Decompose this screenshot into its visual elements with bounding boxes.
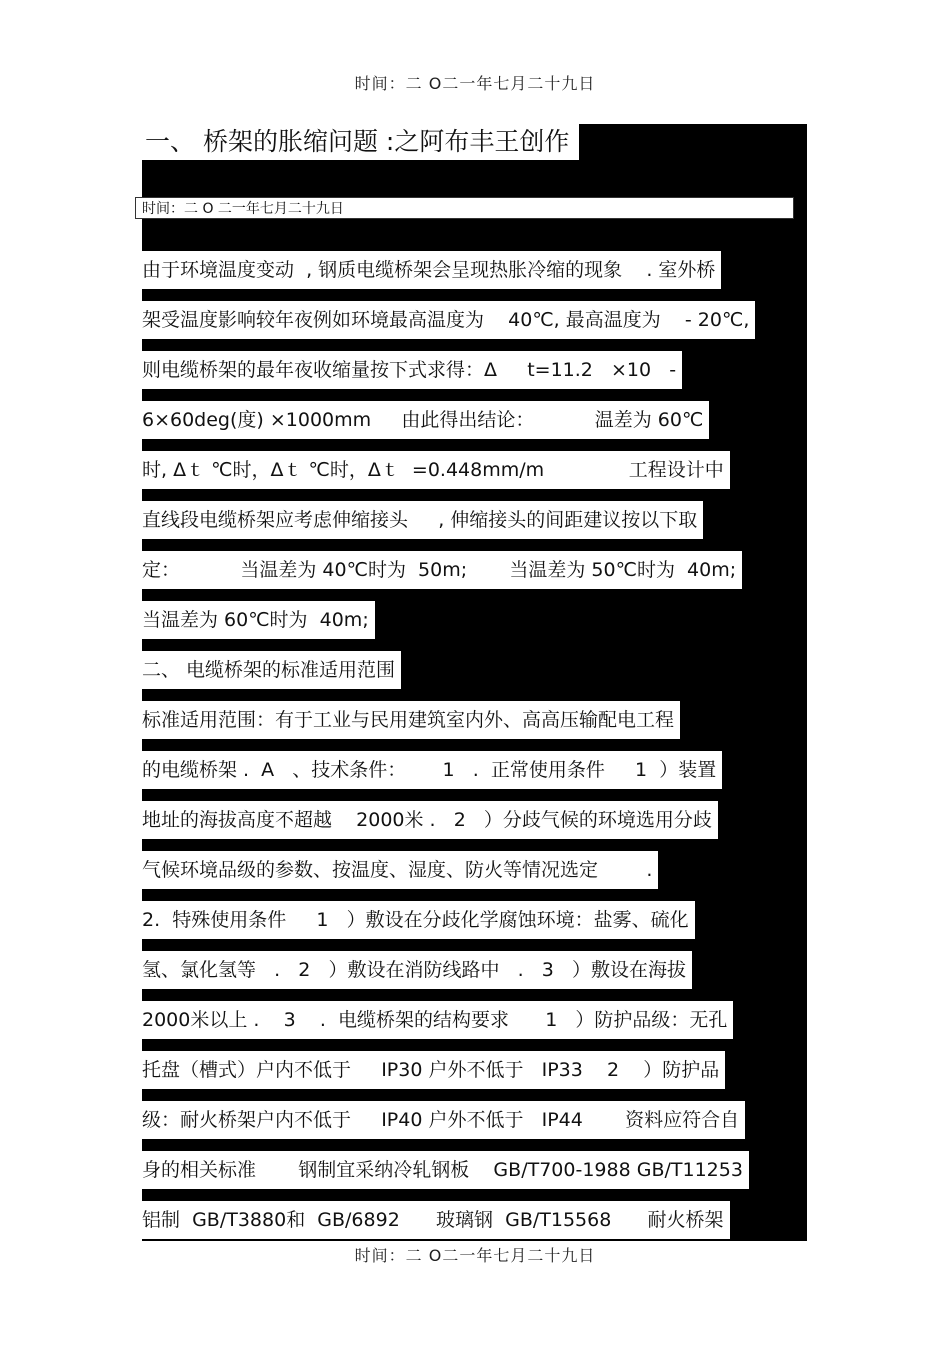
- body-line: 定： 当温差为 40℃时为 50m; 当温差为 50℃时为 40m;: [142, 551, 742, 589]
- body-line: 由于环境温度变动 , 钢质电缆桥架会呈现热胀冷缩的现象 . 室外桥: [142, 251, 721, 289]
- body-line: 6×60deg(度) ×1000mm 由此得出结论： 温差为 60℃: [142, 401, 709, 439]
- body-line: 2. 特殊使用条件 1 ）敷设在分歧化学腐蚀环境：盐雾、硫化: [142, 901, 695, 939]
- body-line: 级：耐火桥架户内不低于 IP40 户外不低于 IP44 资料应符合自: [142, 1101, 745, 1139]
- body-line: 2000米以上 . 3 . 电缆桥架的结构要求 1 ）防护品级：无孔: [142, 1001, 733, 1039]
- page-header: 时间：二 O二一年七月二十九日: [354, 74, 596, 93]
- page-footer: 时间：二 O二一年七月二十九日: [354, 1246, 596, 1265]
- body-line: 则电缆桥架的最年夜收缩量按下式求得：Δ t=11.2 ×10 -: [142, 351, 682, 389]
- section-title: 一、 桥架的胀缩问题 :之阿布丰王创作: [142, 124, 579, 160]
- body-line: 托盘（槽式）户内不低于 IP30 户外不低于 IP33 2 ）防护品: [142, 1051, 725, 1089]
- body-line: 身的相关标准 钢制宜采纳冷轧钢板 GB/T700-1988 GB/T11253: [142, 1151, 749, 1189]
- body-line: 标准适用范围：有于工业与民用建筑室内外、高高压输配电工程: [142, 701, 680, 739]
- body-line: 铝制 GB/T3880和 GB/6892 玻璃钢 GB/T15568 耐火桥架: [142, 1201, 730, 1239]
- body-line: 氢、氯化氢等 . 2 ）敷设在消防线路中 . 3 ）敷设在海拔: [142, 951, 692, 989]
- body-line: 架受温度影响较年夜例如环境最高温度为 40℃, 最高温度为 - 20℃,: [142, 301, 755, 339]
- section-heading: 二、 电缆桥架的标准适用范围: [142, 651, 401, 689]
- body-line: 当温差为 60℃时为 40m;: [142, 601, 375, 639]
- title-date-line: 时间：二 O 二一年七月二十九日: [135, 197, 794, 219]
- body-line: 气候环境品级的参数、按温度、湿度、防火等情况选定 .: [142, 851, 658, 889]
- body-line: 的电缆桥架 . A 、技术条件： 1 . 正常使用条件 1 ）装置: [142, 751, 722, 789]
- body-line: 直线段电缆桥架应考虑伸缩接头 , 伸缩接头的间距建议按以下取: [142, 501, 703, 539]
- body-line: 时, Δｔ ℃时，Δｔ ℃时，Δｔ =0.448mm/m 工程设计中: [142, 451, 730, 489]
- body-line: 地址的海拔高度不超越 2000米 . 2 ）分歧气候的环境选用分歧: [142, 801, 718, 839]
